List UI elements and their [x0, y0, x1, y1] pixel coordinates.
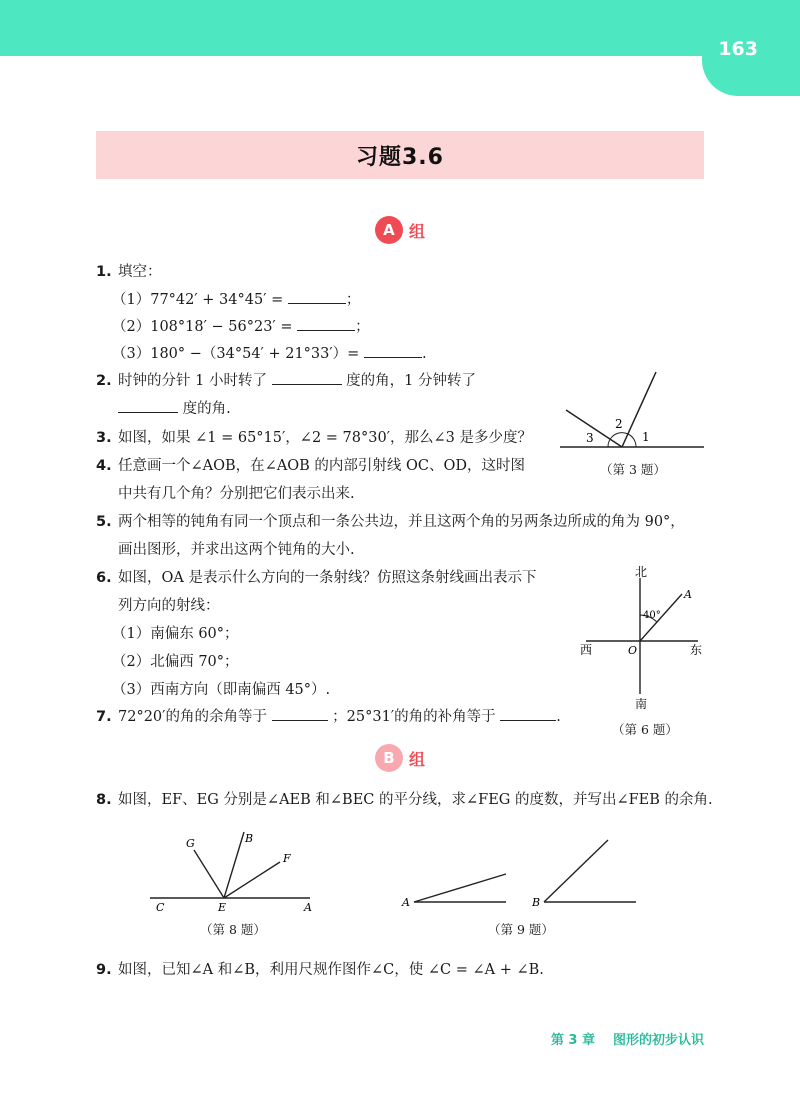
fig8-f: F — [283, 852, 291, 865]
exercise-title-bar — [96, 131, 704, 179]
q1-stem — [96, 262, 162, 282]
fig8-g: G — [186, 837, 195, 850]
fig9-caption: （第 9 题） — [488, 922, 554, 937]
q2-number: 2. — [96, 373, 112, 389]
fig3-label-3: 3 — [586, 431, 594, 445]
group-b-heading — [0, 744, 800, 772]
fig8-ray-eg — [194, 850, 224, 898]
q1-part2 — [112, 317, 370, 337]
fig6-angle-label: 40° — [643, 610, 661, 621]
fig8-a: A — [304, 901, 312, 914]
q6-text-a: 如图，OA 是表示什么方向的一条射线？仿照这条射线画出表示下 — [118, 570, 537, 586]
fig9-b: B — [532, 896, 541, 909]
q6-number: 6. — [96, 570, 112, 586]
fig9-angle-a-upper — [414, 874, 506, 902]
group-a-heading — [0, 216, 800, 244]
q1-part3-blank[interactable] — [364, 344, 422, 358]
q4-line2 — [118, 484, 355, 504]
q3-number: 3. — [96, 430, 112, 446]
q8-text: 如图，EF、EG 分别是∠AEB 和∠BEC 的平分线，求∠FEG 的度数，并写出∠FEB 的余角. — [118, 792, 713, 808]
q1-text: 填空： — [118, 264, 162, 280]
fig6-a: A — [684, 588, 692, 601]
q7-line — [96, 707, 561, 727]
fig8-ray-eb — [224, 832, 244, 898]
q6-part1-text: （1）南偏东 60°； — [112, 626, 239, 642]
q1-part1-text: （1）77°42′ + 34°45′ = — [112, 292, 284, 308]
q1-part3-end: . — [421, 346, 427, 362]
fig9-a: A — [402, 896, 410, 909]
q8-line — [96, 790, 713, 810]
fig8-e: E — [218, 901, 227, 914]
group-b-badge: B — [375, 744, 403, 772]
exercise-title: 习题3.6 — [356, 144, 444, 170]
q1-number: 1. — [96, 264, 112, 280]
footer-chapter: 第 3 章 — [550, 1033, 595, 1048]
figure-6 — [578, 562, 708, 712]
figure-3 — [560, 366, 710, 456]
q4-text-b: 中共有几个角？分别把它们表示出来. — [118, 486, 355, 502]
q7-text-a: 72°20′的角的余角等于 — [118, 709, 267, 725]
fig6-north: 北 — [635, 565, 648, 579]
q2-line2 — [118, 399, 231, 419]
q5-line2 — [118, 540, 355, 560]
group-a-badge: A — [375, 216, 403, 244]
fig3-ray-left — [566, 410, 622, 447]
fig8-c: C — [156, 901, 165, 914]
fig9-angle-b-upper — [544, 840, 608, 902]
q7-blank2[interactable] — [500, 707, 556, 721]
q6-line2 — [118, 596, 220, 616]
q4-number: 4. — [96, 458, 112, 474]
q1-part1-blank[interactable] — [288, 290, 346, 304]
fig6-west: 西 — [580, 643, 593, 657]
q7-blank1[interactable] — [272, 707, 328, 721]
q5-number: 5. — [96, 514, 112, 530]
fig3-caption: （第 3 题） — [600, 462, 666, 477]
q4-text-a: 任意画一个∠AOB，在∠AOB 的内部引射线 OC、OD，这时图 — [118, 458, 526, 474]
q9-line — [96, 960, 544, 980]
fig8-caption: （第 8 题） — [200, 922, 266, 937]
group-b-label: 组 — [408, 749, 425, 769]
q2-text-a: 时钟的分针 1 小时转了 — [118, 373, 267, 389]
q2-blank2[interactable] — [118, 399, 178, 413]
q8-number: 8. — [96, 792, 112, 808]
fig6-caption: （第 6 题） — [612, 722, 678, 737]
page-footer — [551, 1029, 704, 1048]
q6-part1 — [112, 624, 239, 644]
group-a-label: 组 — [408, 221, 425, 241]
q9-number: 9. — [96, 962, 112, 978]
q6-part2 — [112, 652, 239, 672]
page-number: 163 — [718, 38, 758, 60]
fig6-east: 东 — [690, 643, 703, 657]
q1-part2-end: ； — [355, 319, 370, 335]
q9-text: 如图，已知∠A 和∠B，利用尺规作图作∠C，使 ∠C = ∠A + ∠B. — [118, 962, 544, 978]
figure-9 — [400, 834, 640, 914]
q1-part3-text: （3）180° −（34°54′ + 21°33′）= — [112, 346, 360, 362]
footer-title: 图形的初步认识 — [612, 1033, 704, 1048]
q7-text-b: ；25°31′的角的补角等于 — [332, 709, 496, 725]
q1-part1-end: ； — [345, 292, 361, 308]
fig6-o: O — [628, 644, 638, 657]
q1-part1 — [112, 290, 360, 310]
figure-8 — [146, 826, 326, 916]
q6-line1 — [96, 568, 536, 588]
q1-part3 — [112, 344, 427, 364]
q1-part2-text: （2）108°18′ − 56°23′ = — [112, 319, 293, 335]
q6-text-b: 列方向的射线： — [118, 598, 220, 614]
fig6-south: 南 — [635, 697, 648, 711]
q2-text-b: 度的角，1 分钟转了 — [346, 373, 477, 389]
q5-text-a: 两个相等的钝角有同一个顶点和一条公共边，并且这两个角的另两条边所成的角为 90°， — [118, 514, 685, 530]
fig3-label-2: 2 — [615, 417, 623, 431]
fig8-ray-ef — [224, 862, 280, 898]
q6-part2-text: （2）北偏西 70°； — [112, 654, 239, 670]
fig3-label-1: 1 — [642, 430, 650, 444]
fig8-b: B — [245, 832, 254, 845]
q3-text: 如图，如果 ∠1 = 65°15′，∠2 = 78°30′，那么∠3 是多少度？ — [118, 430, 532, 446]
q7-text-c: . — [556, 709, 561, 725]
fig3-ray-right — [622, 372, 656, 447]
q5-text-b: 画出图形，并求出这两个钝角的大小. — [118, 542, 355, 558]
q2-line1 — [96, 371, 476, 391]
fig3-arc-1 — [628, 434, 636, 447]
page-number-tab — [702, 0, 800, 96]
fig3-arc-2 — [611, 433, 628, 438]
q5-line1 — [96, 512, 685, 532]
header-band — [0, 0, 800, 56]
q4-line1 — [96, 456, 525, 476]
q2-blank1[interactable] — [272, 371, 342, 385]
q7-number: 7. — [96, 709, 112, 725]
fig3-arc-3 — [608, 438, 611, 447]
q3-line — [96, 428, 532, 448]
q2-text-c: 度的角. — [182, 401, 231, 417]
q1-part2-blank[interactable] — [297, 317, 355, 331]
q6-part3-text: （3）西南方向（即南偏西 45°）. — [112, 682, 331, 698]
q6-part3 — [112, 680, 330, 700]
